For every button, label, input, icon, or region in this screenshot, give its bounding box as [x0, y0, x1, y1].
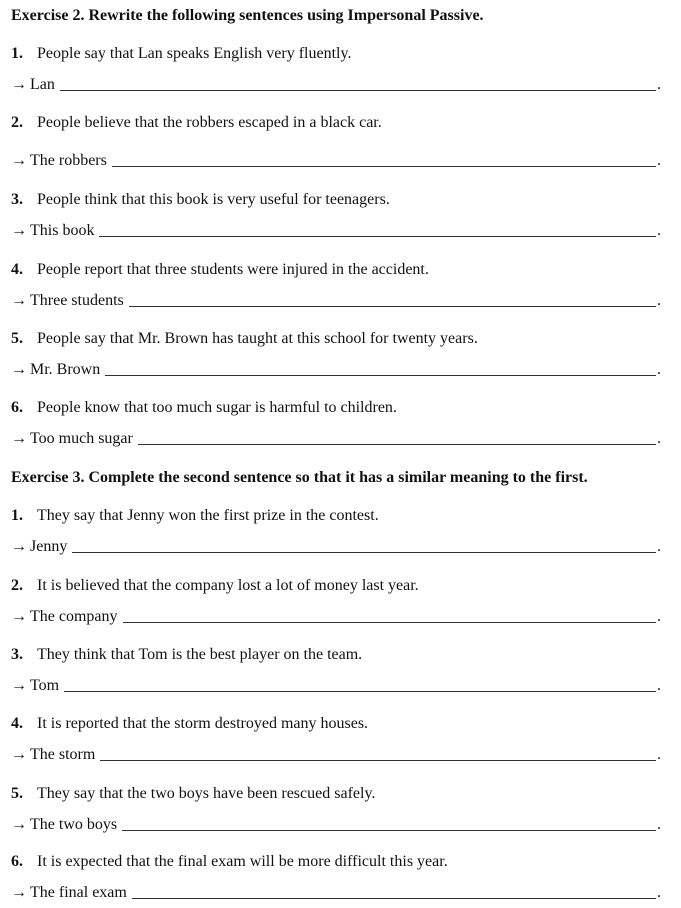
answer-start: Three students [30, 292, 124, 309]
arrow-icon: → [11, 884, 27, 901]
answer-start: Too much sugar [30, 430, 133, 447]
question-text: People report that three students were injured in the accident. [37, 261, 429, 278]
exercise-2-question-6 [11, 398, 397, 418]
exercise-3-question-4 [11, 714, 368, 734]
question-number: 3. [11, 646, 23, 663]
question-text: It is believed that the company lost a lot of money last year. [37, 577, 419, 594]
question-text: They think that Tom is the best player on the team. [37, 646, 363, 663]
exercise-2-question-3 [11, 190, 390, 210]
answer-blank[interactable] [105, 360, 656, 376]
answer-end: . [657, 746, 661, 763]
answer-end: . [657, 152, 661, 169]
exercise-2-question-1 [11, 44, 351, 64]
question-number: 5. [11, 330, 23, 347]
answer-end: . [657, 222, 661, 239]
arrow-icon: → [11, 222, 27, 239]
answer-end: . [657, 76, 661, 93]
answer-start: The storm [30, 746, 96, 763]
question-text: People believe that the robbers escaped in a black car. [37, 114, 382, 131]
exercise-3-answer-4 [11, 745, 661, 765]
question-number: 6. [11, 853, 23, 870]
exercise-2-answer-6 [11, 429, 661, 449]
exercise-3-answer-1 [11, 537, 661, 557]
answer-start: The company [30, 608, 118, 625]
answer-start: The two boys [30, 816, 118, 833]
exercise-3-question-6 [11, 852, 448, 872]
question-text: People say that Lan speaks English very fluently. [37, 45, 352, 62]
exercise-2-question-5 [11, 329, 478, 349]
answer-end: . [657, 608, 661, 625]
exercise-3-answer-3 [11, 676, 661, 696]
answer-blank[interactable] [129, 291, 656, 307]
arrow-icon: → [11, 430, 27, 447]
arrow-icon: → [11, 746, 27, 763]
exercise-2-answer-1 [11, 75, 661, 95]
answer-start: Tom [30, 677, 60, 694]
answer-blank[interactable] [138, 429, 656, 445]
answer-blank[interactable] [64, 676, 656, 692]
exercise-2-answer-3 [11, 221, 661, 241]
exercise-2-question-2 [11, 113, 382, 133]
arrow-icon: → [11, 76, 27, 93]
question-text: People think that this book is very useful for teenagers. [37, 191, 390, 208]
answer-blank[interactable] [72, 537, 656, 553]
answer-end: . [657, 430, 661, 447]
question-number: 1. [11, 507, 23, 524]
arrow-icon: → [11, 361, 27, 378]
exercise-2-question-4 [11, 260, 429, 280]
answer-blank[interactable] [100, 745, 656, 761]
answer-blank[interactable] [112, 151, 656, 167]
question-text: It is expected that the final exam will be more difficult this year. [37, 853, 448, 870]
exercise-3-answer-5 [11, 815, 661, 835]
answer-start: Mr. Brown [30, 361, 101, 378]
answer-start: The robbers [30, 152, 107, 169]
question-text: They say that Jenny won the first prize in the contest. [37, 507, 379, 524]
exercise-2-answer-5 [11, 360, 661, 380]
question-number: 3. [11, 191, 23, 208]
answer-start: The final exam [30, 884, 127, 901]
exercise-3-title: Exercise 3. Complete the second sentence so that it has a similar meaning to the first. [11, 469, 588, 486]
answer-start: Lan [30, 76, 55, 93]
answer-end: . [657, 361, 661, 378]
exercise-3-question-3 [11, 645, 362, 665]
question-number: 1. [11, 45, 23, 62]
exercise-3-question-5 [11, 784, 375, 804]
question-text: People know that too much sugar is harmful to children. [37, 399, 397, 416]
question-number: 6. [11, 399, 23, 416]
exercise-2-answer-4 [11, 291, 661, 311]
question-number: 2. [11, 577, 23, 594]
question-number: 2. [11, 114, 23, 131]
answer-start: This book [30, 222, 95, 239]
answer-end: . [657, 677, 661, 694]
answer-end: . [657, 292, 661, 309]
exercise-3-answer-2 [11, 607, 661, 627]
question-number: 5. [11, 785, 23, 802]
question-text: People say that Mr. Brown has taught at this school for twenty years. [37, 330, 478, 347]
question-number: 4. [11, 715, 23, 732]
answer-blank[interactable] [99, 221, 656, 237]
arrow-icon: → [11, 292, 27, 309]
answer-end: . [657, 538, 661, 555]
arrow-icon: → [11, 677, 27, 694]
answer-end: . [657, 816, 661, 833]
exercise-2-answer-2 [11, 151, 661, 171]
exercise-3-answer-6 [11, 883, 661, 903]
arrow-icon: → [11, 816, 27, 833]
question-text: They say that the two boys have been rescued safely. [37, 785, 376, 802]
arrow-icon: → [11, 608, 27, 625]
answer-blank[interactable] [123, 607, 656, 623]
exercise-2-title: Exercise 2. Rewrite the following sentences using Impersonal Passive. [11, 7, 484, 24]
answer-end: . [657, 884, 661, 901]
answer-blank[interactable] [122, 815, 656, 831]
answer-blank[interactable] [132, 883, 656, 899]
answer-start: Jenny [30, 538, 68, 555]
exercise-3-question-1 [11, 506, 379, 526]
exercise-3-question-2 [11, 576, 419, 596]
question-text: It is reported that the storm destroyed many houses. [37, 715, 369, 732]
question-number: 4. [11, 261, 23, 278]
answer-blank[interactable] [60, 75, 656, 91]
arrow-icon: → [11, 152, 27, 169]
arrow-icon: → [11, 538, 27, 555]
